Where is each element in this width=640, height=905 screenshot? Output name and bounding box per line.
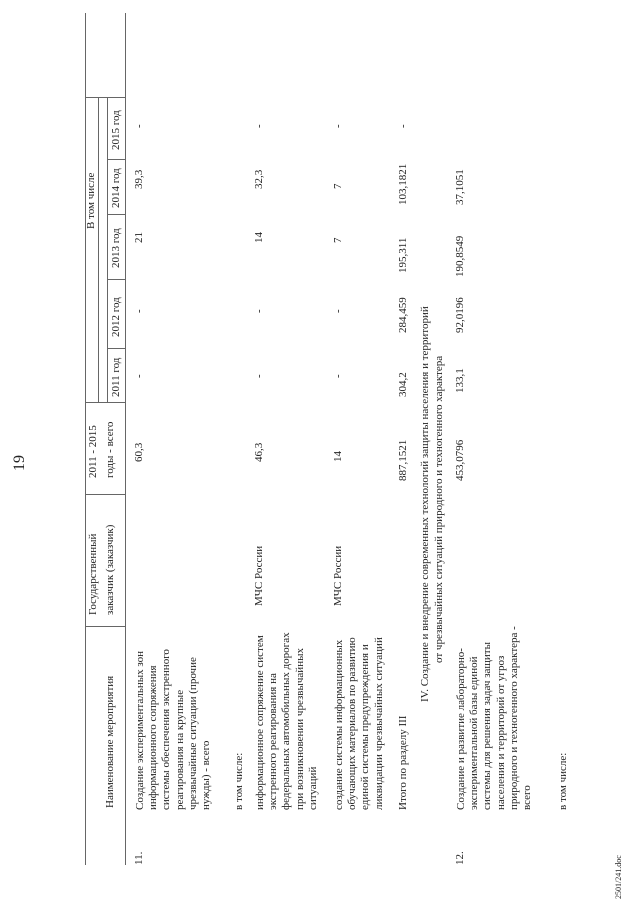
row-11a-2012: - [253, 309, 265, 313]
row-12-2014: 37,1051 [454, 169, 466, 205]
col-rule-1 [85, 626, 125, 627]
total-section-3-2014: 103,1821 [397, 163, 409, 205]
col-rule-4 [107, 348, 125, 349]
total-section-3-total: 887,1521 [397, 439, 409, 481]
page-number: 19 [11, 455, 28, 471]
row-11-total: 60,3 [133, 442, 145, 462]
including-label-1: в том числе: [233, 752, 245, 810]
total-section-3-2013: 195,311 [397, 237, 409, 273]
col-rule-7 [107, 159, 125, 160]
section-4-title-line2: от чрезвычайных ситуаций природного и техногенного характера [433, 355, 445, 663]
col-rule-8 [85, 97, 125, 98]
header-top-rule [85, 13, 86, 865]
header-customer-line1: Государственный [87, 533, 99, 615]
header-including: В том числе [85, 172, 97, 229]
subheader-rule [107, 98, 108, 403]
row-11a-2013: 14 [253, 232, 265, 243]
row-11a-name: информационное сопряжение систем экстренного реагирования на федеральных автомобильных дорогах при возникновении чрезвычайных ситуаций [254, 632, 319, 810]
row-11a-2015: - [253, 124, 265, 128]
row-11b-total: 14 [332, 451, 344, 462]
including-label-2: в том числе: [557, 752, 569, 810]
header-customer-line2: заказчик (заказчик) [104, 524, 116, 615]
col-rule-6 [107, 214, 125, 215]
header-total-line2: годы - всего [104, 421, 116, 478]
total-section-3-2011: 304,2 [397, 372, 409, 397]
row-12-2013: 190,8549 [454, 235, 466, 277]
header-year-2014: 2014 год [110, 168, 122, 208]
row-11-number: 11. [133, 851, 145, 865]
row-11-2013: 21 [133, 232, 145, 243]
row-11-2015: - [133, 124, 145, 128]
row-11a-2014: 32,3 [253, 169, 265, 189]
row-11a-2011: - [253, 374, 265, 378]
row-11b-2013: 7 [332, 237, 344, 243]
header-bottom-rule [125, 13, 126, 865]
header-total-line1: 2011 - 2015 [87, 425, 99, 478]
row-11b-2015: - [332, 124, 344, 128]
row-11a-customer: МЧС России [253, 545, 265, 606]
col-rule-2 [85, 494, 125, 495]
years-top-rule [98, 98, 99, 403]
row-12-2012: 92,0196 [454, 297, 466, 333]
row-11b-name: создание системы информационных обучающих материалов по развитию единой системы предупреждения и ликвидации чрезвычайных ситуаций [333, 637, 385, 810]
section-4-title-line1: IV. Создание и внедрение современных технологий защиты населения и территорий [419, 306, 431, 702]
row-11b-2012: - [332, 309, 344, 313]
total-section-3-2015: - [397, 124, 409, 128]
row-11-2012: - [133, 309, 145, 313]
col-rule-3 [85, 402, 125, 403]
row-11b-2011: - [332, 374, 344, 378]
col-rule-5 [107, 279, 125, 280]
row-11b-2014: 7 [332, 183, 344, 189]
row-12-total: 453,0796 [454, 439, 466, 481]
footer-file-code: 2501/241.doc [614, 855, 623, 899]
header-year-2011: 2011 год [110, 357, 122, 397]
row-11a-total: 46,3 [253, 442, 265, 462]
row-12-2011: 133,1 [454, 368, 466, 393]
total-section-3-label: Итого по разделу III [397, 715, 409, 810]
header-year-2015: 2015 год [110, 110, 122, 150]
total-section-3-2012: 284,459 [397, 297, 409, 333]
row-11-2014: 39,3 [133, 169, 145, 189]
header-year-2013: 2013 год [110, 228, 122, 268]
row-11b-customer: МЧС России [332, 545, 344, 606]
row-12-number: 12. [454, 851, 466, 865]
header-name: Наименование мероприятия [104, 675, 116, 808]
row-12-name: Создание и развитие лабораторно- экспериментальной базы единой системы для решения задач защиты населения и территорий от угроз природного и техногенного характера - всего [455, 626, 533, 810]
row-11-2011: - [133, 374, 145, 378]
header-year-2012: 2012 год [110, 297, 122, 337]
row-11-name: Создание экспериментальных зон информационного сопряжения системы обеспечения экстренного реагирования на крупные чрезвычайные ситуации (прочие нужды) - всего [134, 649, 212, 810]
